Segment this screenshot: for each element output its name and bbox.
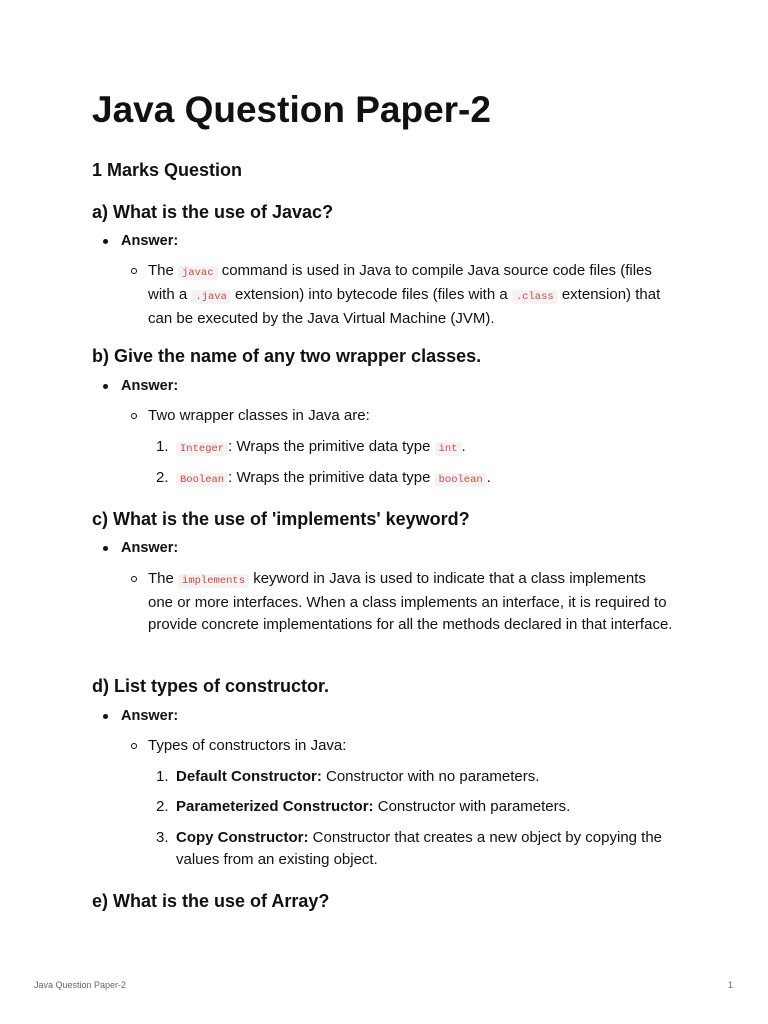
circle-bullet-icon [131,413,137,419]
text: extension) that can be executed by the Java Virtual Machine (JVM). [148,286,661,327]
bullet-icon [103,239,108,244]
bullet-icon [103,546,108,551]
code-implements: implements [178,574,249,588]
text: Constructor with no parameters. [321,768,540,785]
list-number: 3. [156,829,169,846]
circle-bullet-icon [131,576,137,582]
list-item [176,827,666,871]
code: Boolean [176,473,228,487]
answer-label: Answer: [121,378,179,394]
answer-label: Answer: [121,540,179,556]
list-number: 2. [156,469,169,486]
text: . [461,438,466,455]
term: Default Constructor: [176,768,322,785]
term: Parameterized Constructor: [176,798,374,815]
bullet-icon [103,384,108,389]
question-b-heading: b) Give the name of any two wrapper classes. [92,346,482,366]
page-number: 1 [728,980,734,990]
answer-c-text [148,568,673,636]
question-c-heading: c) What is the use of 'implements' keyword? [92,509,470,529]
answer-label: Answer: [121,233,179,249]
answer-d-intro: Types of constructors in Java: [148,737,347,754]
list-item [176,467,666,491]
text: command is used in Java to compile Java source code files (files with a [148,262,652,303]
question-a-heading: a) What is the use of Javac? [92,202,334,222]
circle-bullet-icon [131,268,137,274]
page-title: Java Question Paper-2 [92,89,491,130]
code-class: .class [512,290,558,304]
section-heading: 1 Marks Question [92,160,243,180]
question-d-heading: d) List types of constructor. [92,676,330,696]
footer-title: Java Question Paper-2 [34,980,127,990]
code: Integer [176,442,228,456]
list-item [176,766,666,788]
circle-bullet-icon [131,743,137,749]
text: . [486,469,491,486]
code-java: .java [191,290,231,304]
list-item [176,436,666,460]
question-e-heading: e) What is the use of Array? [92,891,330,911]
term: Copy Constructor: [176,829,309,846]
answer-b-intro: Two wrapper classes in Java are: [148,407,370,424]
list-number: 1. [156,438,169,455]
text: : Wraps the primitive data type [228,469,435,486]
code: int [435,442,462,456]
text: extension) into bytecode files (files with a [230,286,512,303]
text: Constructor that creates a new object by copying the values from an existing object. [176,829,663,868]
list-number: 1. [156,768,169,785]
list-number: 2. [156,798,169,815]
text: keyword in Java is used to indicate that a class implements one or more interfaces. When a class implements an interface, it is required to provide concrete implementations for all the methods declared in that interface. [148,570,673,633]
code-javac: javac [178,266,218,280]
code: boolean [435,473,487,487]
text: The [148,570,179,587]
answer-label: Answer: [121,708,179,724]
list-item [176,796,666,818]
text: Constructor with parameters. [373,798,571,815]
bullet-icon [103,714,108,719]
text: The [148,262,179,279]
text: : Wraps the primitive data type [228,438,435,455]
answer-a-text [148,260,673,330]
